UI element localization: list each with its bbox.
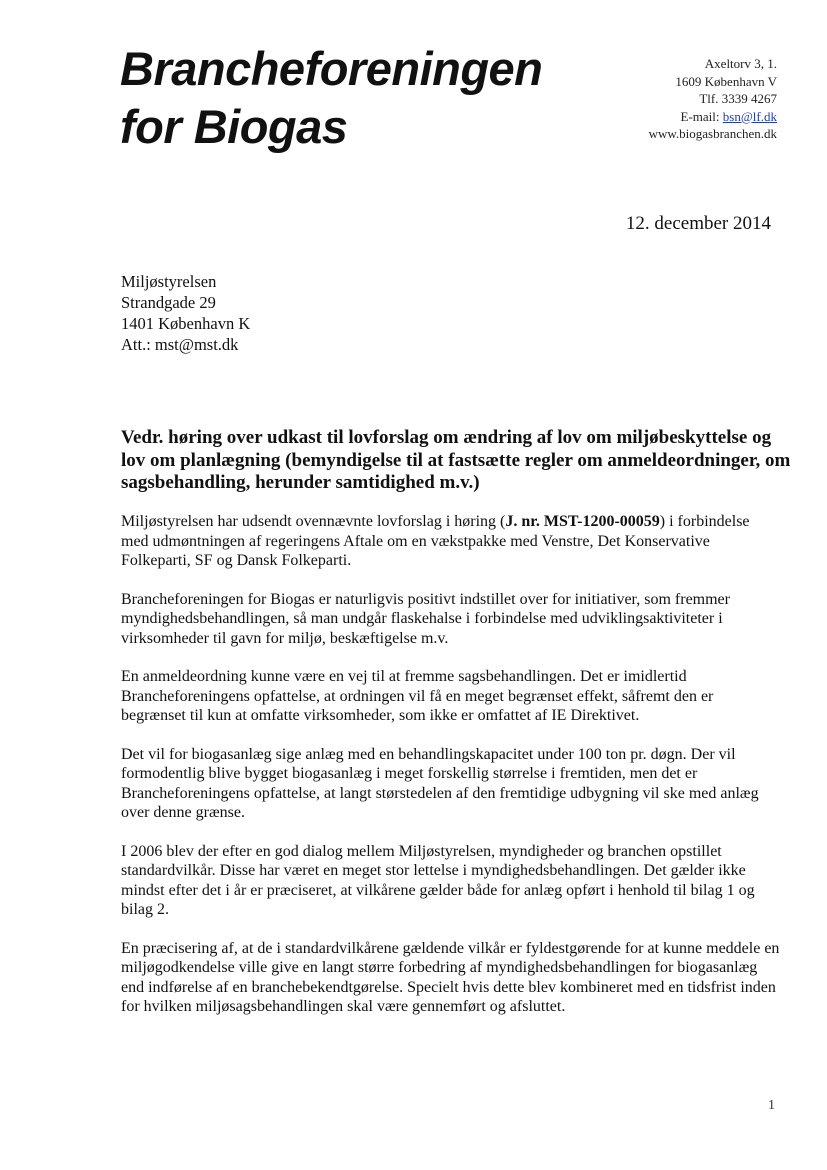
- letter-date: 12. december 2014: [625, 213, 771, 234]
- page-number: 1: [768, 1098, 775, 1113]
- email-row: [649, 108, 777, 126]
- logo-line-2: for Biogas: [120, 100, 348, 153]
- journal-reference: J. nr. MST-1200-00059: [505, 513, 660, 530]
- paragraph-3: En anmeldeordning kunne være en vej til at fremme sagsbehandlingen. Det er imidlertid Brancheforeningens opfattelse, at ordningen vil få en meget begrænset effekt, såfremt den er begrænset til kun at omfatte virksomheder, som ikke er omfattet af IE Direktivet.: [121, 668, 714, 724]
- letter-body: [121, 512, 781, 1036]
- paragraph-4: Det vil for biogasanlæg sige anlæg med en behandlingskapacitet under 100 ton pr. døgn. Der vil formodentlig blive bygget biogasanlæg i meget forskellig størrelse i fremtiden, men det er Brancheforeningens opfattelse, at langt størstedelen af den fremtidige udbygning vil ske med anlæg over denne grænse.: [121, 745, 759, 821]
- recipient-address: [121, 271, 250, 355]
- contact-block: [649, 55, 777, 143]
- paragraph-5: I 2006 blev der efter en god dialog mellem Miljøstyrelsen, myndigheder og branchen opstillet standardvilkår. Disse har været en meget stor lettelse i myndighedsbehandlingen. Det gælder ikke mindst efter det i år er præciseret, at vilkårene gælder både for anlæg opført i henhold til bilag 1 og bilag 2.: [121, 842, 755, 918]
- organization-logo: [120, 40, 542, 156]
- paragraph-1-end: ) i forbindelse med udmøntningen af regeringens Aftale om en vækstpakke med Venstre, Det Konservative Folkeparti, SF og Dansk Folkeparti.: [121, 513, 750, 569]
- email-label: E-mail:: [680, 108, 723, 124]
- recipient-name: Miljøstyrelsen: [121, 272, 217, 291]
- paragraph-6: En præcisering af, at de i standardvilkårene gældende vilkår er fyldestgørende for at kunne meddele en miljøgodkendelse ville give en langt større forbedring af myndighedsbehandlingen for biogasanlæg end indførelse af en branchebekendtgørelse. Specielt hvis dette blev kombineret med en tidsfrist inden for hvilken miljøsagsbehandlingen skal være gennemført og afsluttet.: [121, 939, 780, 1015]
- logo-line-1: Brancheforeningen: [120, 42, 543, 95]
- address-street: Axeltorv 3, 1.: [704, 56, 777, 71]
- recipient-city: 1401 København K: [121, 314, 251, 333]
- paragraph-1: [121, 512, 781, 571]
- email-link[interactable]: bsn@lf.dk: [722, 108, 777, 124]
- phone-number: Tlf. 3339 4267: [699, 91, 777, 106]
- website: www.biogasbranchen.dk: [648, 126, 777, 141]
- recipient-attention: Att.: mst@mst.dk: [121, 335, 239, 354]
- address-city: 1609 København V: [675, 73, 777, 89]
- recipient-street: Strandgade 29: [121, 293, 216, 312]
- paragraph-1-start: Miljøstyrelsen har udsendt ovennævnte lovforslag i høring (: [121, 513, 506, 530]
- letter-subject: Vedr. høring over udkast til lovforslag om ændring af lov om miljøbeskyttelse og lov om planlægning (bemyndigelse til at fastsætte regler om anmeldeordninger, om sagsbehandling, herunder samtidighed m.v.): [121, 427, 791, 493]
- paragraph-2: Brancheforeningen for Biogas er naturligvis positivt indstillet over for initiativer, som fremmer myndighedsbehandlingen, så man undgår flaskehalse i forbindelse med udviklingsaktiviteter i virksomheder til gavn for miljø, beskæftigelse m.v.: [121, 590, 730, 647]
